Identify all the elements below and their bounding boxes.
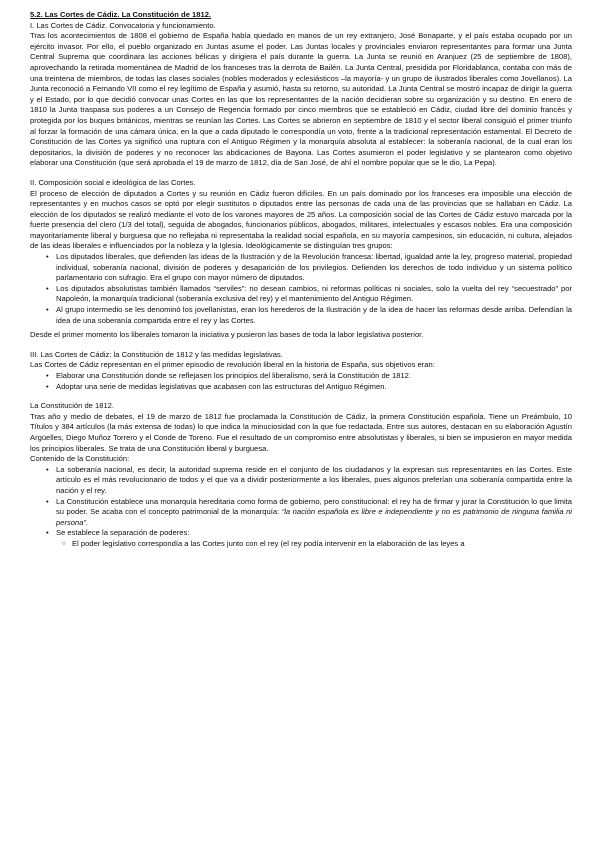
list-item xyxy=(56,528,572,549)
bullet-list xyxy=(30,465,572,550)
sub-list-item: ○ El poder legislativo correspondía a las Cortes junto con el rey (el rey podía intervenir en la elaboración de las leyes a xyxy=(72,539,572,550)
document-page xyxy=(30,10,572,550)
list-item: • Adoptar una serie de medidas legislativas que acabasen con las estructuras del Antiguo Régimen. xyxy=(56,382,572,393)
list-item: • Elaborar una Constitución donde se reflejasen los principios del liberalismo, será la Constitución de 1812. xyxy=(56,371,572,382)
section-heading-2: II. Composición social e ideológica de las Cortes. xyxy=(30,177,196,187)
list-item: • Al grupo intermedio se les denominó los jovellanistas, eran los herederos de la Ilustración y de la idea de hacer las reformas desde arriba. Defendían la idea de una soberanía compartida entre el rey y las Cortes. xyxy=(56,305,572,326)
constitution-quote: “la nación española es libre e independiente y no es patrimonio de ninguna familia ni persona”. xyxy=(56,507,572,527)
paragraph: Las Cortes de Cádiz representan en el primer episodio de revolución liberal en la historia de España, sus objetivos eran: xyxy=(30,360,435,370)
list-item: • Los diputados absolutistas también llamados “serviles”: no desean cambios, ni reformas políticas ni sociales, solo la vuelta del rey “secuestrado” por Napoleón, la monarquía tradicional (soberanía exclusiva del rey) y el mantenimiento del Antiguo Régimen. xyxy=(56,284,572,305)
section-heading-4: La Constitución de 1812. xyxy=(30,401,115,411)
section-heading-3: III. Las Cortes de Cádiz: la Constitución de 1812 y las medidas legislativas. xyxy=(30,349,283,359)
paragraph: Desde el primer momento los liberales tomaron la iniciativa y pusieron las bases de toda la labor legislativa posterior. xyxy=(30,330,424,340)
list-item: • La soberanía nacional, es decir, la autoridad suprema reside en el conjunto de los ciudadanos y la expresan sus representantes en las Cortes. Este artículo es el más revolucionario de todos y el que va a dividir posteriormente a los liberales, pues algunos preferían una soberanía compartida entre la nación y el rey. xyxy=(56,465,572,497)
bullet-list xyxy=(30,252,572,326)
page-title: 5.2. Las Cortes de Cádiz. La Constitución de 1812. xyxy=(30,10,212,19)
list-item-text: Se establece la separación de poderes: xyxy=(56,528,190,538)
list-item-text: La Constitución establece una monarquía hereditaria como forma de gobierno, pero constitucional: el rey ha de firmar y jurar la Constitución lo que limita su poder. Se acaba con el concepto patrimonial de la monarquía: xyxy=(56,496,572,517)
sub-list xyxy=(56,539,572,550)
list-item: • Los diputados liberales, que defienden las ideas de la Ilustración y de la Revolución francesa: libertad, igualdad ante la ley, progreso material, propiedad individual, soberanía nacional, división de poderes y desaparición de los privilegios. Defienden los derechos de todo individuo y un sistema político parlamentario con sufragio. Era el grupo con mayor número de diputados. xyxy=(56,252,572,284)
paragraph: El proceso de elección de diputados a Cortes y su reunión en Cádiz fueron difíciles. En un país dominado por los franceses era imposible una elección de representantes y en muchos casos se optó por elegir sustitutos o diputados entre las personas de cada una de las provincias que se hallaban en Cádiz. La elección de los diputados se realizó mediante el voto de los varones mayores de 25 años. La composición social de las Cortes de Cádiz estuvo marcada por la fuerte presencia del clero (1/3 del total), seguida de abogados, funcionarios públicos, abogados, militares, intelectuales y escasos nobles. Era una composición mayoritariamente liberal y burguesa que no reflejaba ni representaba la realidad social española, en su mayoría campesinos, sin educación, ni cultura, alejados de las ideas liberales e influenciados por la nobleza y la Iglesia. Ideológicamente se distinguían tres grupos: xyxy=(30,188,572,251)
subheading: Contenido de la Constitución: xyxy=(30,454,130,464)
paragraph: Tras año y medio de debates, el 19 de marzo de 1812 fue proclamada la Constitución de Cádiz, la primera Constitución española. Tiene un Preámbulo, 10 Títulos y 384 artículos (la más extensa de todas) lo que indica la minuciosidad con la que fue redactada. Entre sus autores, destacan en su elaboración Agustín Argüelles, Diego Muñoz Torrero y el Conde de Toreno. Fue el resultado de un compromiso entre absolutistas y liberales, si bien se impusieron en mayor medida los principios liberales. Se trata de una Constitución liberal y burguesa. xyxy=(30,411,572,453)
paragraph: Tras los acontecimientos de 1808 el gobierno de España había quedado en manos de un rey extranjero, José Bonaparte, y el país estaba ocupado por un ejército invasor. Por ello, el pueblo organizado en Juntas asume el poder. Las Juntas locales y provinciales enviaron representantes para formar una Junta Central Suprema que coordinara las acciones bélicas y dirigiera el país durante la guerra. La Junta se reunió en Aranjuez (25 de septiembre de 1808), aprovechando la retirada momentánea de Madrid de los franceses tras la derrota de Bailén. La Junta Central, presidida por Floridablanca, contaba con más de una treintena de miembros, de todas las clases sociales (nobles moderados y eclesiásticos –la mayoría- y un grupo de ilustrados liberales como Jovellanos). La Junta reconoció a Fernando VII como el rey legítimo de España y asumió, hasta su retorno, su autoridad. La Junta Central se mostró incapaz de dirigir la guerra y el Estado, por lo que decidió convocar unas Cortes en las que los representantes de la nación decidieran sobre su organización y su destino. En enero de 1810 la Junta traspasa sus poderes a un Consejo de Regencia formado por cinco miembros que se estableció en Cádiz, ciudad libre del dominio francés y protegida por los buques británicos, mientras se reunían las Cortes. Las Cortes se abrieron en septiembre de 1810 y el sector liberal consiguió el primer triunfo al forzar la formación de una cámara única, en la que a cada diputado le correspondía un voto, frente a la tradicional representación estamental. El Decreto de Constitución de las Cortes ya significó una ruptura con el Antiguo Régimen y la monarquía absoluta al establecer: la soberanía nacional, de la cual eran los depositarios, la división de poderes y no reconocer las abdicaciones de Bayona. Las Cortes asumieron el poder legislativo y se plantearon como objetivo elaborar una Constitución (que será aprobada el 19 de marzo de 1812, día de San José, de ahí el nombre popular que se le dio, La Pepa). xyxy=(30,31,572,168)
list-item xyxy=(56,497,572,529)
section-heading-1: I. Las Cortes de Cádiz. Convocatoria y funcionamiento. xyxy=(30,20,216,30)
bullet-list xyxy=(30,371,572,392)
